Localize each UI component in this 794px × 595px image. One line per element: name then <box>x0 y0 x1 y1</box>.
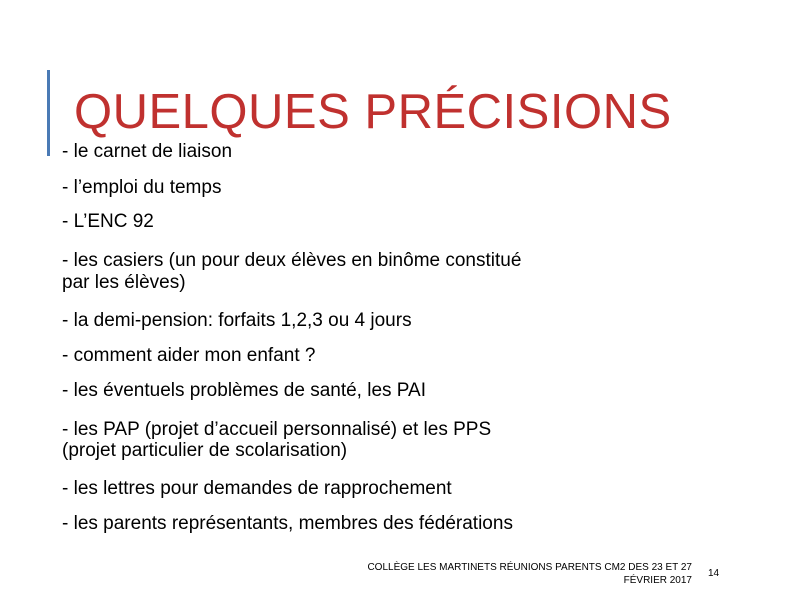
footer-line-2: FÉVRIER 2017 <box>623 575 692 586</box>
bullet-parents-representants: - les parents représentants, membres des fédérations <box>62 513 513 534</box>
bullet-enc-92: - L’ENC 92 <box>62 211 154 232</box>
slide-footer <box>300 561 692 587</box>
bullet-aider-enfant: - comment aider mon enfant ? <box>62 345 316 366</box>
bullet-pap-pps: - les PAP (projet d’accueil personnalisé) et les PPS <box>62 419 492 440</box>
title-accent-bar <box>47 70 50 156</box>
bullet-casiers-continued: par les élèves) <box>62 272 186 293</box>
bullet-lettres-rapprochement: - les lettres pour demandes de rapprochement <box>62 478 452 499</box>
bullet-pap-pps-continued: (projet particulier de scolarisation) <box>62 440 348 461</box>
bullet-emploi-du-temps: - l’emploi du temps <box>62 177 222 198</box>
footer-line-1: COLLÈGE LES MARTINETS RÉUNIONS PARENTS CM2 DES 23 ET 27 <box>367 562 692 573</box>
page-number: 14 <box>708 568 720 579</box>
slide-title: QUELQUES PRÉCISIONS <box>74 85 672 139</box>
bullet-casiers: - les casiers (un pour deux élèves en binôme constitué <box>62 250 522 271</box>
bullet-sante-pai: - les éventuels problèmes de santé, les PAI <box>62 380 427 401</box>
bullet-demi-pension: - la demi-pension: forfaits 1,2,3 ou 4 jours <box>62 310 412 331</box>
bullet-carnet-liaison: - le carnet de liaison <box>62 141 233 162</box>
